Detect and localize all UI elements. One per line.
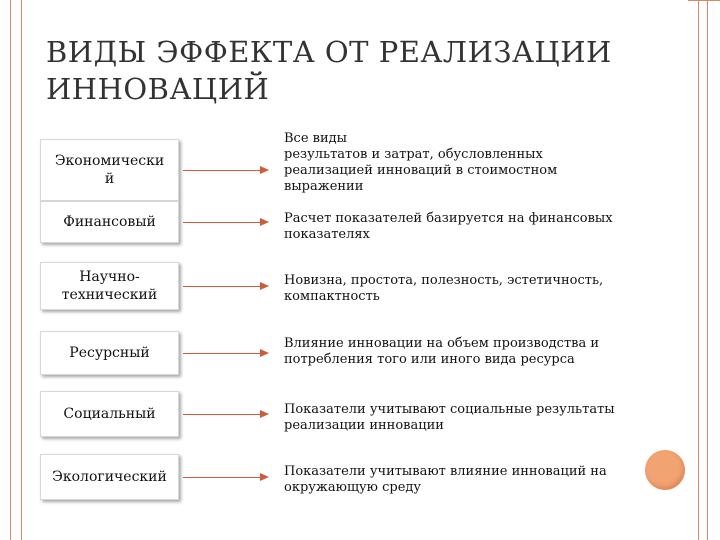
- effect-label-economic: Экономически й: [54, 153, 165, 187]
- arrow-line-ecological: [183, 477, 261, 478]
- arrow-head-resource: [260, 349, 269, 357]
- top-right-frame-line: [688, 0, 720, 1]
- arrow-head-ecological: [260, 473, 269, 481]
- arrow-line-economic: [183, 170, 261, 171]
- right-frame-decoration: [698, 0, 708, 540]
- effect-description-resource: Влияние инновации на объем производства и потребления того или иного вида ресурса: [284, 336, 600, 367]
- effect-box-social: [40, 391, 179, 437]
- arrow-head-social: [260, 410, 269, 418]
- effect-description-social: Показатели учитывают социальные результаты реализации инновации: [284, 402, 615, 433]
- effect-box-financial: [40, 201, 179, 243]
- effect-box-scientific-technical: [40, 262, 179, 310]
- effect-label-resource: Ресурсный: [69, 345, 150, 361]
- effect-label-social: Социальный: [63, 406, 156, 422]
- slide-title: ВИДЫ ЭФФЕКТА ОТ РЕАЛИЗАЦИИ ИННОВАЦИЙ: [46, 35, 612, 106]
- effect-box-economic: [40, 139, 179, 201]
- effect-label-scientific-technical: Научно- технический: [61, 269, 158, 303]
- effect-description-economic: Все виды результатов и затрат, обусловленных реализацией инноваций в стоимостном выражении: [284, 131, 558, 194]
- effect-box-resource: [40, 331, 179, 375]
- effect-box-ecological: [40, 454, 179, 500]
- effect-description-financial: Расчет показателей базируется на финансовых показателях: [284, 211, 613, 242]
- arrow-head-scientific-technical: [260, 282, 269, 290]
- arrow-line-financial: [183, 222, 261, 223]
- arrow-line-resource: [183, 353, 261, 354]
- effect-label-ecological: Экологический: [52, 469, 167, 485]
- arrow-head-economic: [260, 166, 269, 174]
- effect-label-financial: Финансовый: [63, 214, 156, 230]
- arrow-line-social: [183, 414, 261, 415]
- left-frame-decoration: [10, 0, 22, 540]
- arrow-head-financial: [260, 218, 269, 226]
- arrow-line-scientific-technical: [183, 286, 261, 287]
- effect-description-ecological: Показатели учитывают влияние инноваций на окружающую среду: [284, 464, 607, 495]
- effect-description-scientific-technical: Новизна, простота, полезность, эстетичность, компактность: [284, 273, 604, 304]
